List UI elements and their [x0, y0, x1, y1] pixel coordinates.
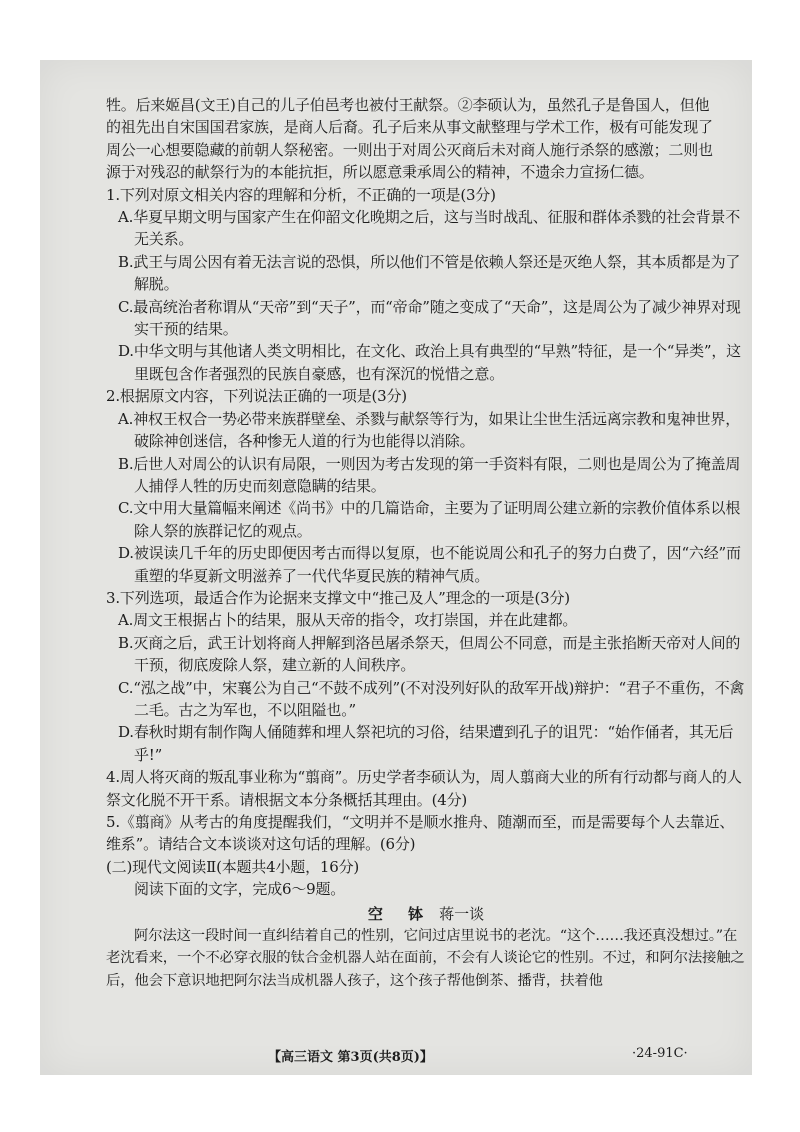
question-2 — [106, 385, 746, 587]
question-4 — [106, 766, 746, 811]
exam-code: ·24-91C· — [632, 1046, 688, 1061]
question-3 — [106, 587, 746, 766]
article-title-row — [106, 903, 746, 925]
option-c: C.文中用大量篇幅来阐述《尚书》中的几篇诰命，主要为了证明周公建立新的宗教价值体系以根除人祭的族群记忆的观点。 — [118, 499, 741, 540]
exam-page — [40, 60, 752, 1075]
question-stem: 2.根据原文内容，下列说法正确的一项是(3分) — [106, 387, 407, 406]
article-title: 空 钵 — [367, 904, 434, 923]
passage-line: 牲。后来姬昌(文王)自己的儿子伯邑考也被付王献祭。②李硕认为，虽然孔子是鲁国人，但他 — [106, 96, 710, 114]
article-author: 蒋一谈 — [439, 904, 485, 923]
section-heading: (二)现代文阅读Ⅱ(本题共4小题，16分) — [106, 857, 360, 876]
section-2 — [106, 856, 746, 992]
question-stem: 3.下列选项，最适合作为论据来支撑文中“推己及人”理念的一项是(3分) — [106, 588, 570, 607]
question-5 — [106, 811, 746, 856]
passage-line: 的祖先出自宋国国君家族，是商人后裔。孔子后来从事文献整理与学术工作，极有可能发现了 — [106, 118, 713, 137]
page-content — [106, 94, 746, 992]
article-paragraph: 阿尔法这一段时间一直纠结着自己的性别，它问过店里说书的老沈。“这个……我还真没想过。”在老沈看来，一个不必穿衣服的钛合金机器人站在面前，不会有人谈论它的性别。不过，和阿尔法接触之后，他会下意识地把阿尔法当成机器人孩子，这个孩子帮他倒茶、播背，扶着他 — [106, 928, 745, 989]
option-a: A.神权王权合一势必带来族群壁垒、杀戮与献祭等行为，如果让尘世生活远离宗教和鬼神世界，破除神创迷信，各种惨无人道的行为也能得以消除。 — [118, 409, 741, 451]
passage-line: 源于对残忍的献祭行为的本能抗拒，所以愿意秉承周公的精神，不遗余力宣扬仁德。 — [106, 163, 654, 182]
question-stem: 4.周人将灭商的叛乱事业称为“翦商”。历史学者李硕认为，周人翦商大业的所有行动都与商人的人祭文化脱不开干系。请根据文本分条概括其理由。(4分) — [106, 768, 742, 809]
page-footer — [40, 1046, 752, 1066]
passage-tail — [106, 94, 746, 184]
option-c: C.“泓之战”中，宋襄公为自己“不鼓不成列”(不对没列好队的敌军开战)辩护：“君子不重伤，不禽二毛。古之为军也，不以阻隘也。” — [118, 678, 745, 719]
option-d: D.春秋时期有制作陶人俑随葬和埋人祭祀坑的习俗，结果遭到孔子的诅咒：“始作俑者，其无后乎!” — [118, 723, 734, 764]
section-instruction: 阅读下面的文字，完成6～9题。 — [134, 880, 346, 899]
option-c: C.最高统治者称谓从“天帝”到“天子”，而“帝命”随之变成了“天命”，这是周公为了减少神界对现实干预的结果。 — [118, 297, 741, 339]
option-b: B.灭商之后，武王计划将商人押解到洛邑屠杀祭天，但周公不同意，而是主张掐断天帝对人间的干预，彻底废除人祭，建立新的人间秩序。 — [118, 633, 741, 675]
question-1 — [106, 184, 746, 386]
question-stem: 1.下列对原文相关内容的理解和分析，不正确的一项是(3分) — [106, 185, 496, 204]
option-d: D.中华文明与其他诸人类文明相比，在文化、政治上具有典型的“早熟”特征，是一个“异类”，这里既包含作者强烈的民族自豪感，也有深沉的悦惜之意。 — [118, 342, 741, 383]
page-number-label: 【高三语文 第3页(共8页)】 — [268, 1050, 433, 1065]
option-b: B.后世人对周公的认识有局限，一则因为考古发现的第一手资料有限，二则也是周公为了掩盖周人捕俘人牲的历史而刻意隐瞒的结果。 — [118, 454, 741, 495]
option-d: D.被误读几千年的历史即便因考古而得以复原，也不能说周公和孔子的努力白费了，因“六经”而重塑的华夏新文明滋养了一代代华夏民族的精神气质。 — [118, 544, 741, 585]
passage-line: 周公一心想要隐藏的前朝人祭秘密。一则出于对周公灭商后未对商人施行杀祭的感激；二则也 — [106, 140, 713, 159]
option-a: A.周文王根据占卜的结果，服从天帝的指令，攻打崇国，并在此建都。 — [118, 611, 578, 630]
question-stem: 5.《翦商》从考古的角度提醒我们，“文明并不是顺水推舟、随潮而至，而是需要每个人去靠近、维系”。请结合文本谈谈对这句话的理解。(6分) — [106, 813, 735, 854]
option-b: B.武王与周公因有着无法言说的恐惧，所以他们不管是依赖人祭还是灭绝人祭，其本质都是为了解脱。 — [118, 252, 741, 294]
option-a: A.华夏早期文明与国家产生在仰韶文化晚期之后，这与当时战乱、征服和群体杀戮的社会背景不无关系。 — [118, 208, 741, 249]
